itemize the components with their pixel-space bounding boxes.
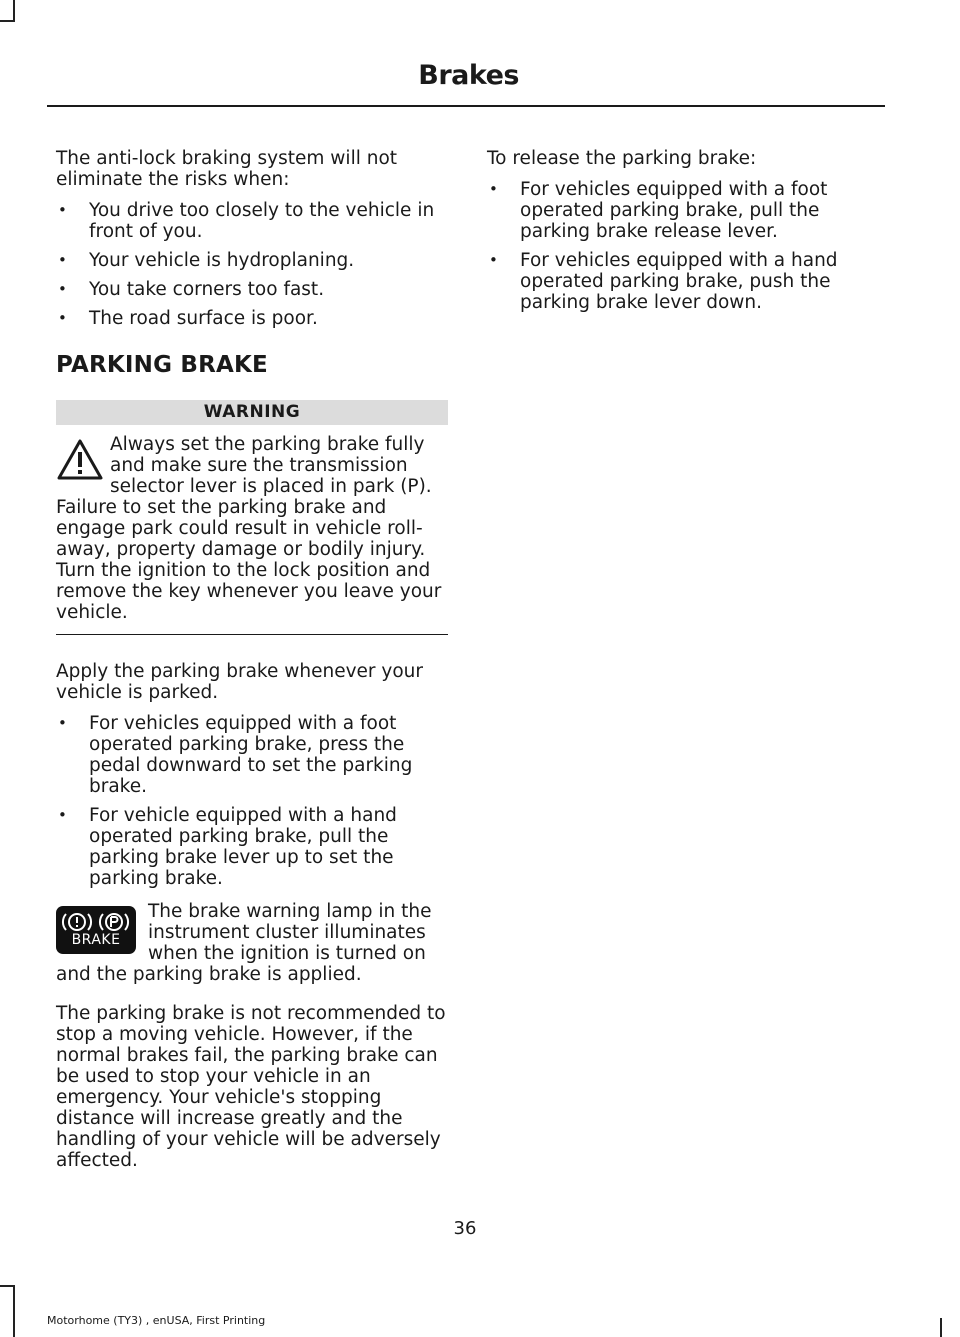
publication-info: Motorhome (TY3) , enUSA, First Printing bbox=[47, 1314, 266, 1327]
release-intro: To release the parking brake: bbox=[487, 148, 757, 169]
abs-risk-list bbox=[56, 200, 448, 329]
warning-triangle-icon bbox=[56, 438, 104, 482]
section-heading: PARKING BRAKE bbox=[56, 352, 268, 378]
emergency-text: The parking brake is not recommended to stop a moving vehicle. However, if the normal brakes fail, the parking brake can be used to stop your vehicle in an emergency. Your vehicle's stopping distance will increase greatly and the handling of your vehicle will be adversely affected. bbox=[56, 1003, 446, 1171]
crop-mark bbox=[940, 1318, 942, 1337]
header-rule bbox=[47, 105, 885, 107]
apply-text: Apply the parking brake whenever your vehicle is parked. bbox=[56, 661, 424, 703]
list-item: • You take corners too fast. bbox=[56, 279, 448, 300]
release-list bbox=[487, 179, 887, 313]
abs-intro: The anti-lock braking system will not eliminate the risks when: bbox=[56, 148, 398, 190]
apply-list bbox=[56, 713, 448, 889]
warning-label: WARNING bbox=[56, 400, 448, 425]
right-column bbox=[487, 148, 887, 321]
list-item: • For vehicle equipped with a hand operated parking brake, pull the parking brake lever up to set the parking brake. bbox=[56, 805, 448, 889]
page-header-title: Brakes bbox=[418, 60, 519, 91]
crop-mark bbox=[0, 20, 15, 22]
crop-mark bbox=[13, 1285, 15, 1337]
list-item: • For vehicles equipped with a foot operated parking brake, press the pedal downward to set the parking brake. bbox=[56, 713, 448, 797]
list-item: • You drive too closely to the vehicle in front of you. bbox=[56, 200, 448, 242]
list-item: • The road surface is poor. bbox=[56, 308, 448, 329]
page-number: 36 bbox=[453, 1218, 477, 1239]
list-item: • For vehicles equipped with a hand operated parking brake, push the parking brake lever down. bbox=[487, 250, 887, 313]
left-column bbox=[56, 148, 448, 1181]
brake-lamp-text: The brake warning lamp in the instrument cluster illuminates when the ignition is turned on and the parking brake is applied. bbox=[56, 901, 432, 985]
crop-mark bbox=[0, 1285, 15, 1287]
brake-lamp-paragraph bbox=[56, 901, 448, 985]
brake-warning-lamp-icon bbox=[56, 906, 136, 954]
crop-mark bbox=[13, 0, 15, 20]
warning-box bbox=[56, 425, 448, 635]
list-item: • Your vehicle is hydroplaning. bbox=[56, 250, 448, 271]
brake-lamp-label: BRAKE bbox=[71, 932, 121, 948]
list-item: • For vehicles equipped with a foot operated parking brake, pull the parking brake release lever. bbox=[487, 179, 887, 242]
warning-text: Always set the parking brake fully and make sure the transmission selector lever is placed in park (P). Failure to set the parking brake and engage park could result in vehicle roll-away, property damage or bodily injury. Turn the ignition to the lock position and remove the key whenever you leave your vehicle. bbox=[56, 434, 442, 623]
